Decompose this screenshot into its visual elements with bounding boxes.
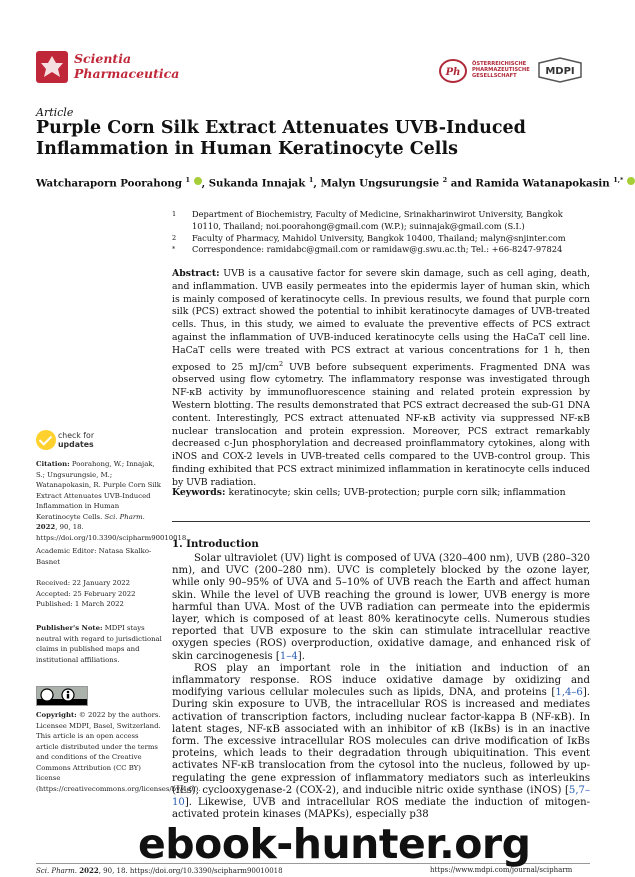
author-affiliation-mark: 1	[308, 176, 314, 184]
copyright-block: Copyright: © 2022 by the authors. Licensee MDPI, Basel, Switzerland. This article is an open access article distributed under the terms and conditions of the Creative Commons Attribution (CC BY) license (https://creativecommons.org/licenses/by/4.0/).	[36, 711, 201, 793]
cc-by-license-icon[interactable]	[36, 686, 88, 706]
footer-journal-link[interactable]: https://www.mdpi.com/journal/scipharm	[430, 866, 573, 874]
paragraph: Solar ultraviolet (UV) light is composed of UVA (320–400 nm), UVB (280–320 nm), and UVC (200–280 nm). UVC is completely blocked by the ozone layer, while only 90–95% of UVA and 5–10% of UVB reach the Earth and affect human skin. While the level of UVB reaching the ground is lower, UVB energy is more harmful than UVA. Most of the UVB radiation can permeate into the epidermis layer, which is composed of at least 80% keratinocyte cells. Numerous studies reported that UVB exposure to the skin can stimulate intracellular reactive oxygen species (ROS) overproduction, oxidative damage, and enhanced risk of skin carcinogenesis [1–4].	[172, 553, 590, 662]
orcid-icon[interactable]	[194, 177, 202, 185]
check-icon	[36, 430, 56, 450]
author-name: Watcharaporn Poorahong	[36, 177, 182, 190]
citation-link[interactable]: 5,7–10	[172, 784, 590, 809]
keywords: Keywords: keratinocyte; skin cells; UVB-protection; purple corn silk; inflammation	[172, 487, 566, 498]
mdpi-logo	[537, 57, 583, 83]
svg-text:Ph: Ph	[445, 67, 461, 78]
introduction-body	[172, 553, 590, 821]
journal-logo	[36, 51, 68, 83]
section-divider	[172, 521, 590, 522]
abstract-label: Abstract:	[172, 268, 220, 279]
check-for-updates-button[interactable]: check for updates	[36, 430, 136, 452]
affiliation-item: * Correspondence: ramidabc@gmail.com or ramidaw@g.swu.ac.th; Tel.: +66-8247-97824	[172, 244, 563, 255]
citation-link[interactable]: 1,4–6	[555, 687, 583, 699]
author-list: Watcharaporn Poorahong $^1$ , Sukanda Innajak $^1$, Malyn Ungsurungsie $^2$ and Ramida Watanapokasin $^{1,*}$	[36, 176, 606, 189]
article-type: Article	[36, 106, 74, 119]
introduction-heading: 1. Introduction	[172, 538, 259, 550]
orcid-icon[interactable]	[627, 177, 635, 185]
citation-link[interactable]: 1–4	[279, 650, 298, 662]
watermark: ebook-hunter.org	[138, 820, 531, 868]
keywords-label: Keywords:	[172, 487, 226, 498]
publication-dates: Received: 22 January 2022 Accepted: 25 February 2022 Published: 1 March 2022	[36, 579, 136, 608]
affiliation-item: 2 Faculty of Pharmacy, Mahidol University, Bangkok 10400, Thailand; malyn@snjinter.com	[172, 232, 566, 243]
author-name: Malyn Ungsurungsie	[320, 177, 440, 190]
affiliations	[172, 209, 592, 256]
society-name: ÖSTERREICHISCHE PHARMAZEUTISCHE GESELLSCHAFT	[472, 61, 530, 79]
author-name: Ramida Watanapokasin	[475, 177, 610, 190]
mdpi-logo-text: MDPI	[545, 66, 575, 77]
author-name: Sukanda Innajak	[208, 177, 306, 190]
author-affiliation-mark: 1	[185, 176, 191, 184]
citation-block: Citation: Poorahong, W.; Innajak, S.; Ungsurungsie, M.; Watanapokasin, R. Purple Corn Silk Extract Attenuates UVB-Induced Inflammation in Human Keratinocyte Cells. Sci. Pharm. 2022, 90, 18. https://doi.org/10.3390/scipharm90010018	[36, 460, 187, 542]
footer-citation: Sci. Pharm. 2022, 90, 18. https://doi.org/10.3390/scipharm90010018	[36, 866, 283, 875]
abstract: Abstract: UVB is a causative factor for severe skin damage, such as cell aging, death, and inflammation. UVB easily permeates into the epidermis layer of human skin, which is mainly composed of keratinocyte cells. In previous results, we found that purple corn silk (PCS) extract showed the potential to inhibit keratinocyte damages of UVB-treated cells. Thus, in this study, we aimed to evaluate the preventive effects of PCS extract against the inflammation of UVB-induced keratinocyte cells using the HaCaT cell line. HaCaT cells were treated with PCS extract at various concentrations for 1 h, then exposed to 25 $mJ/cm^2$ UVB before subsequent experiments. Fragmented DNA was observed using flow cytometry. The inflammatory response was investigated through NF-κB activity by immunofluorescence staining and related protein expression by Western blotting. The results demonstrated that PCS extract decreased the sub-G1 DNA content. Interestingly, PCS extract attenuated NF-κB activity via suppressed NF-κB nuclear translocation and protein expression. Moreover, PCS extract remarkably decreased c-Jun phosphorylation and decreased proinflammatory cytokines, along with iNOS and COX-2 levels in UVB-treated cells compared to the UVB-control group. This finding exhibited that PCS extract minimized inflammation in keratinocyte cells induced by UVB radiation.	[172, 268, 590, 488]
society-logo	[438, 58, 468, 84]
affiliation-item: 1 Department of Biochemistry, Faculty of Medicine, Srinakharinwirot University, Bangkok 10110, Thailand; noi.poorahong@gmail.com (W.P.); suinnajak@gmail.com (S.I.)	[172, 209, 563, 231]
paragraph: ROS play an important role in the initiation and induction of an inflammatory response. ROS induce oxidative damage by oxidizing and modifying various cellular molecules such as lipids, DNA, and proteins [1,4–6]. During skin exposure to UVB, the intracellular ROS is increased and mediates activation of transcription factors, including nuclear factor-kappa B (NF-κB). In latent stages, NF-κB associated with an inhibitor of κB (IκBs) is in an inactive form. The excessive intracellular ROS molecules can drive modification of IκBs proteins, which leads to their degradation through ubiquitination. This event activates NF-κB translocation from the cytosol into the nucleus, followed by up-regulating the gene expression of inflammatory mediators such as interleukins (ILs), cyclooxygenase-2 (COX-2), and inducible nitric oxide synthase (iNOS) [5,7–10]. Likewise, UVB and intracellular ROS mediate the induction of mitogen-activated protein kinases (MAPKs), especially p38	[172, 662, 590, 821]
author-affiliation-mark: 2	[442, 176, 448, 184]
academic-editor: Academic Editor: Natasa Skalko-Basnet	[36, 547, 152, 566]
article-title: Purple Corn Silk Extract Attenuates UVB-Induced Inflammation in Human Keratinocyte Cells	[36, 118, 526, 159]
journal-name: Scientia Pharmaceutica	[74, 51, 180, 81]
author-affiliation-mark: 1,*	[613, 176, 624, 184]
publisher-note: Publisher's Note: MDPI stays neutral with regard to jurisdictional claims in published maps and institutional affiliations.	[36, 624, 162, 664]
